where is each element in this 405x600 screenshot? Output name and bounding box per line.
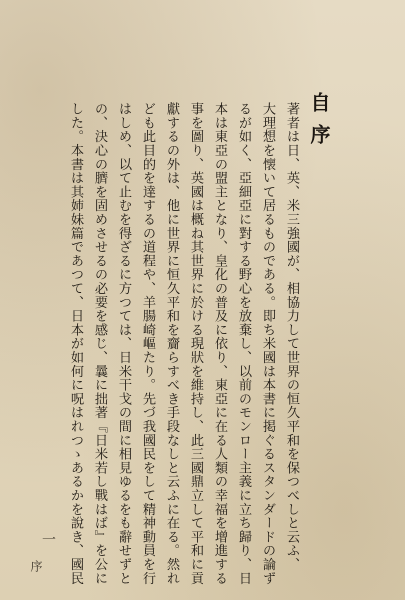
preface-title: 自序 [307,92,331,156]
preface-line-10: した。本書は其姉妹篇であつて、日本が如何に呪はれつゝあるかを說き、國民 [68,102,83,585]
preface-line-3: るが如く、亞細亞に對する野心を放棄し、以前のモンロー主義に立ち歸り、日 [236,102,251,585]
preface-line-2: 大理想を懐いて居るものである。即ち米國は本書に掲ぐるスタンダードの論ず [260,102,275,585]
preface-line-7: ども此目的を達するの道程や、羊腸崎嶇たり。先づ我國民をして精神動員を行 [140,102,155,585]
preface-line-5: 事を圖り、英國は概ね其世界に於ける現狀を維持し、此三國鼎立して平和に貢 [188,102,203,585]
preface-line-4: 本は東亞の盟主となり、皇化の普及に依り、東亞に在る人類の幸福を增進する [212,102,227,585]
preface-line-6: 獻するの外は、他に世界に恒久平和を齎らすべき手段なしと云ふに在る。然れ [164,102,179,585]
preface-line-1: 著者は日、英、米三強國が、相協力して世界の恒久平和を保つべしと云ふ、 [284,102,299,572]
preface-line-9: の、決心の臍を固めさせるの必要を感じ、曩に拙著『日米若し戰はば』を公に [92,102,107,585]
page-number: 一 [40,532,56,546]
preface-line-8: はしめ、以て止むを得ざるに方つては、日米干戈の間に相見ゆるをも辭せずと [116,102,131,585]
running-footer: 序 [29,560,43,574]
